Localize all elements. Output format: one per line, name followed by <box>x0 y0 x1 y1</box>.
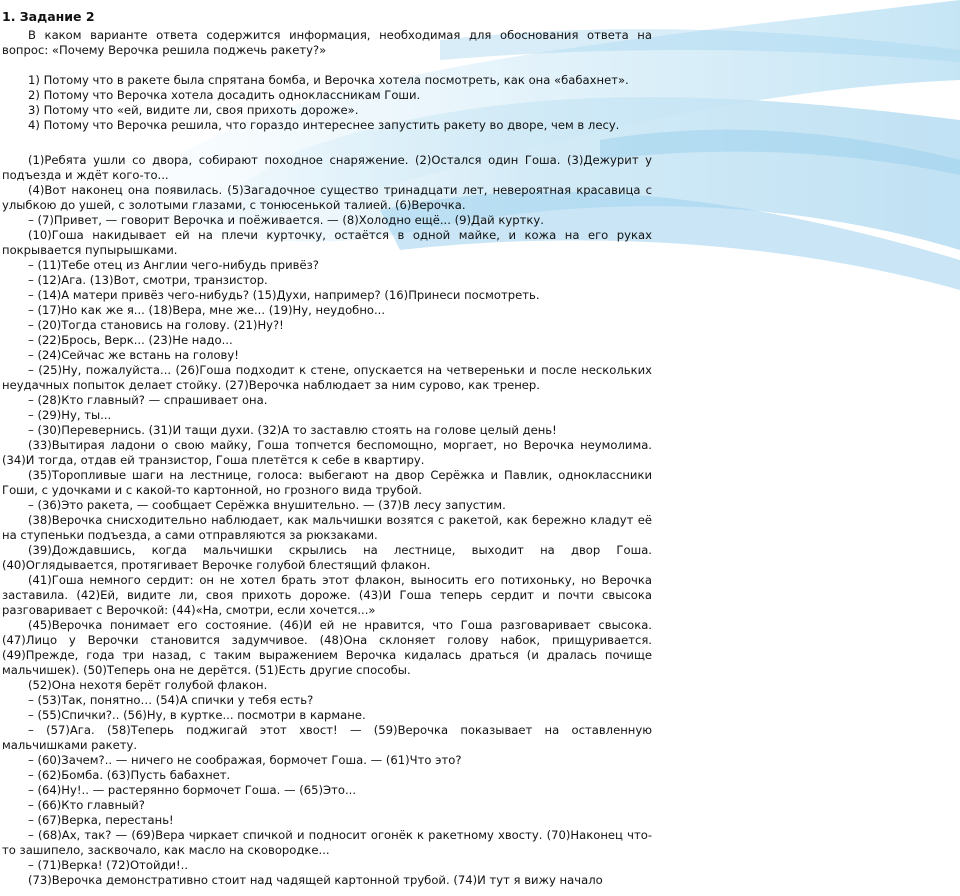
text-paragraph: (10)Гоша накидывает ей на плечи курточку, остаётся в одной майке, и кожа на его руках покрывается пупырышками. <box>2 228 652 257</box>
text-paragraph: (41)Гоша немного сердит: он не хотел брать этот флакон, выносить его потихоньку, но Верочка заставила. (42)Ей, видите ли, своя прихоть дороже. (43)И Гоша теперь сердит и почти свысока разговаривает с Верочкой: (44)«На, смотри, если хочется...» <box>2 573 652 617</box>
source-text <box>2 153 652 888</box>
text-paragraph: – (68)Ах, так? — (69)Вера чиркает спичкой и подносит огонёк к ракетному хвосту. (70)Наконец что-то зашипело, засквочало, как масло на сковородке... <box>2 828 652 857</box>
text-paragraph: (52)Она нехотя берёт голубой флакон. <box>28 678 268 692</box>
text-paragraph: (45)Верочка понимает его состояние. (46)И ей не нравится, что Гоша разговаривает свысока. (47)Лицо у Верочки становится задумчивое. (48)Она склоняет голову набок, прищуривается. (49)Прежде, года три назад, с таким выражением Верочка кидалась драться (и дралась почище мальчишек). (50)Теперь она не дерётся. (51)Есть другие способы. <box>2 618 652 677</box>
text-paragraph: – (22)Брось, Верк... (23)Не надо... <box>28 333 233 347</box>
text-paragraph: – (57)Ага. (58)Теперь поджигай этот хвост! — (59)Верочка показывает на оставленную мальчишками ракету. <box>2 723 652 752</box>
task-question: В каком варианте ответа содержится информация, необходимая для обоснования ответа на вопрос: «Почему Верочка решила поджечь ракету?» <box>2 28 652 57</box>
text-paragraph: (1)Ребята ушли со двора, собирают походное снаряжение. (2)Остался один Гоша. (3)Дежурит у подъезда и ждёт кого-то... <box>2 153 652 182</box>
answer-option-2: 2) Потому что Верочка хотела досадить одноклассникам Гоши. <box>28 88 421 102</box>
text-paragraph: – (28)Кто главный? — спрашивает она. <box>28 393 268 407</box>
text-paragraph: – (30)Перевернись. (31)И тащи духи. (32)А то заставлю стоять на голове целый день! <box>28 423 557 437</box>
text-paragraph: – (29)Ну, ты... <box>28 408 112 422</box>
text-paragraph: – (17)Но как же я... (18)Вера, мне же... (19)Ну, неудобно... <box>28 303 386 317</box>
task-title: 1. Задание 2 <box>2 9 95 24</box>
document-body <box>2 9 652 888</box>
text-paragraph: – (25)Ну, пожалуйста... (26)Гоша подходит к стене, опускается на четвереньки и после нескольких неудачных попыток делает стойку. (27)Верочка наблюдает за ним сурово, как тренер. <box>2 363 652 392</box>
text-paragraph: – (11)Тебе отец из Англии чего-нибудь привёз? <box>28 258 319 272</box>
answer-option-4: 4) Потому что Верочка решила, что гораздо интереснее запустить ракету во дворе, чем в лесу. <box>28 118 620 132</box>
text-paragraph: (4)Вот наконец она появилась. (5)Загадочное существо тринадцати лет, невероятная красавица с улыбкою до ушей, с золотыми глазами, с тонюсенькой талией. (6)Верочка. <box>2 183 652 212</box>
text-paragraph: – (12)Ага. (13)Вот, смотри, транзистор. <box>28 273 268 287</box>
text-paragraph: – (53)Так, понятно… (54)А спички у тебя есть? <box>28 693 314 707</box>
text-paragraph: – (60)Зачем?.. — ничего не соображая, бормочет Гоша. — (61)Что это? <box>28 753 462 767</box>
text-paragraph: (35)Торопливые шаги на лестнице, голоса: выбегают на двор Серёжка и Павлик, одноклассники Гоши, с удочками и с какой-то картонной, но грозного вида трубой. <box>2 468 652 497</box>
text-paragraph: (39)Дождавшись, когда мальчишки скрылись на лестнице, выходит на двор Гоша. (40)Оглядывается, протягивает Верочке голубой блестящий флакон. <box>2 543 652 572</box>
answer-option-3: 3) Потому что «ей, видите ли, своя прихоть дороже». <box>28 103 359 117</box>
text-paragraph: – (14)А матери привёз чего-нибудь? (15)Духи, например? (16)Принеси посмотреть. <box>28 288 540 302</box>
text-paragraph: – (36)Это ракета, — сообщает Серёжка внушительно. — (37)В лесу запустим. <box>28 498 506 512</box>
text-paragraph: – (7)Привет, — говорит Верочка и поёживается. — (8)Холодно ещё... (9)Дай куртку. <box>28 213 544 227</box>
text-paragraph: (38)Верочка снисходительно наблюдает, как мальчишки возятся с ракетой, как бережно кладут её на ступеньки подъезда, а сами отправляются за рюкзаками. <box>2 513 652 542</box>
answer-option-1: 1) Потому что в ракете была спрятана бомба, и Верочка хотела посмотреть, как она «бабахнет». <box>28 73 629 87</box>
text-paragraph: – (20)Тогда становись на голову. (21)Ну?! <box>28 318 284 332</box>
text-paragraph: (73)Верочка демонстративно стоит над чадящей картонной трубой. (74)И тут я вижу начало <box>28 873 603 887</box>
text-paragraph: – (64)Ну!.. — растерянно бормочет Гоша. — (65)Это... <box>28 783 357 797</box>
text-paragraph: – (67)Верка, перестань! <box>28 813 174 827</box>
text-paragraph: – (71)Верка! (72)Отойди!.. <box>28 858 189 872</box>
text-paragraph: – (55)Спички?.. (56)Ну, в куртке... посмотри в кармане. <box>28 708 366 722</box>
text-paragraph: – (66)Кто главный? <box>28 798 145 812</box>
text-paragraph: – (24)Сейчас же встань на голову! <box>28 348 239 362</box>
text-paragraph: (33)Вытирая ладони о свою майку, Гоша топчется беспомощно, моргает, но Верочка неумолима. (34)И тогда, отдав ей транзистор, Гоша плетётся к себе в квартиру. <box>2 438 652 467</box>
text-paragraph: – (62)Бомба. (63)Пусть бабахнет. <box>28 768 231 782</box>
answer-options <box>2 73 652 133</box>
